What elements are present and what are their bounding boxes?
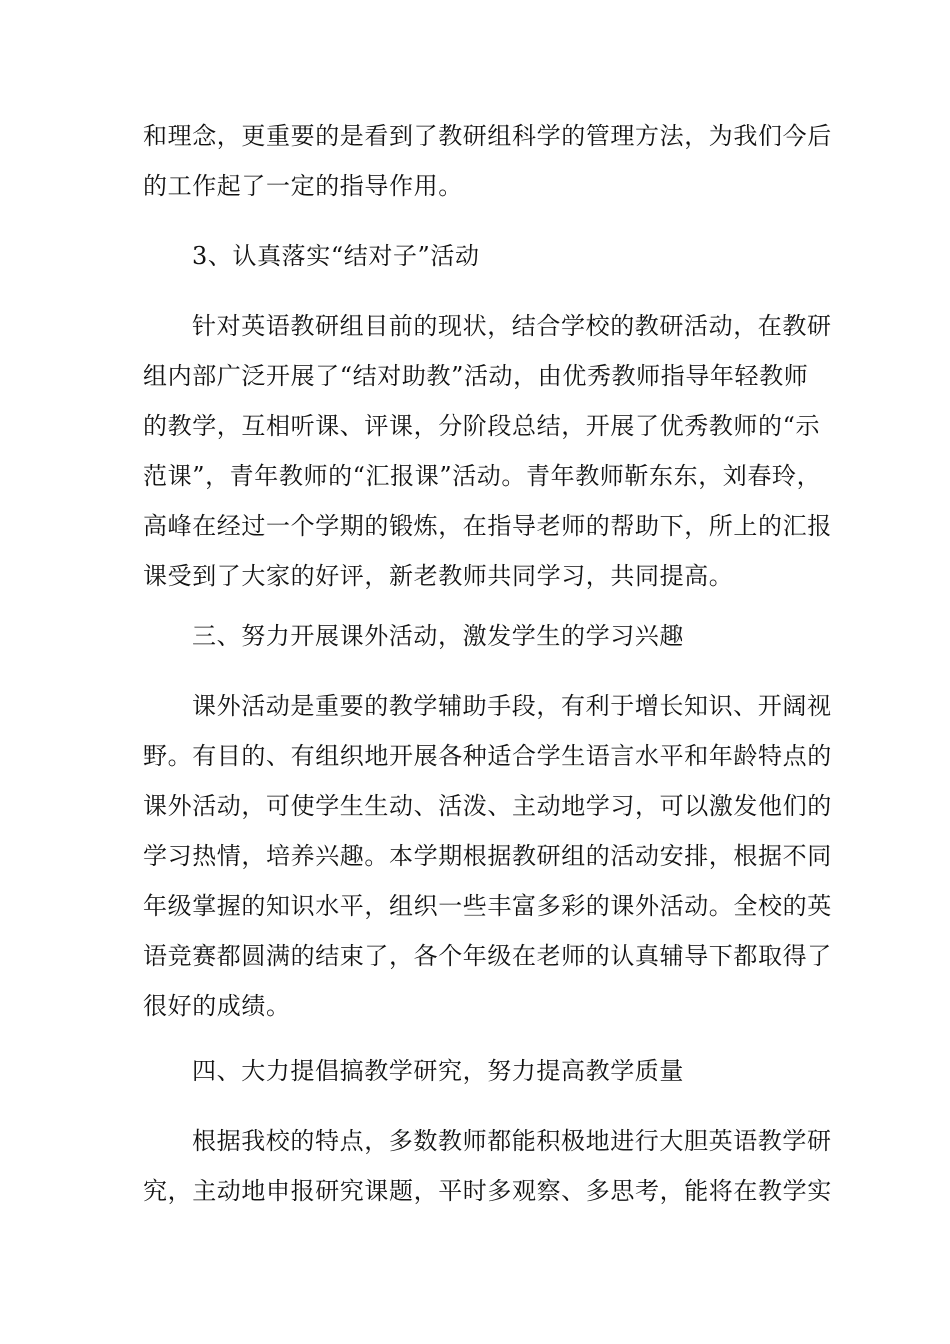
paragraph-line: 课外活动是重要的教学辅助手段，有利于增长知识、开阔视 — [192, 692, 832, 720]
paragraph-line: 课受到了大家的好评，新老教师共同学习，共同提高。 — [143, 562, 734, 590]
paragraph-line: 野。有目的、有组织地开展各种适合学生语言水平和年龄特点的 — [143, 742, 832, 770]
paragraph-line: 根据我校的特点，多数教师都能积极地进行大胆英语教学研 — [192, 1127, 832, 1155]
paragraph-line: 学习热情，培养兴趣。本学期根据教研组的活动安排，根据不同 — [143, 842, 832, 870]
section-heading: 3、认真落实“结对子”活动 — [192, 242, 480, 270]
paragraph-line: 组内部广泛开展了“结对助教”活动，由优秀教师指导年轻教师 — [143, 362, 809, 390]
paragraph-line: 的工作起了一定的指导作用。 — [143, 172, 463, 200]
paragraph-line: 课外活动，可使学生生动、活泼、主动地学习，可以激发他们的 — [143, 792, 832, 820]
paragraph-line: 很好的成绩。 — [143, 992, 291, 1020]
paragraph-line: 究，主动地申报研究课题，平时多观察、多思考，能将在教学实 — [143, 1177, 832, 1205]
paragraph-line: 年级掌握的知识水平，组织一些丰富多彩的课外活动。全校的英 — [143, 892, 832, 920]
paragraph-line: 高峰在经过一个学期的锻炼，在指导老师的帮助下，所上的汇报 — [143, 512, 832, 540]
paragraph-line: 语竞赛都圆满的结束了，各个年级在老师的认真辅导下都取得了 — [143, 942, 832, 970]
paragraph-line: 的教学，互相听课、评课，分阶段总结，开展了优秀教师的“示 — [143, 412, 821, 440]
section-heading: 四、大力提倡搞教学研究，努力提高教学质量 — [192, 1057, 684, 1085]
paragraph-line: 针对英语教研组目前的现状，结合学校的教研活动，在教研 — [192, 312, 832, 340]
paragraph-line: 范课”，青年教师的“汇报课”活动。青年教师靳东东，刘春玲， — [143, 462, 822, 490]
paragraph-line: 和理念，更重要的是看到了教研组科学的管理方法，为我们今后 — [143, 122, 832, 150]
section-heading: 三、努力开展课外活动，激发学生的学习兴趣 — [192, 622, 684, 650]
